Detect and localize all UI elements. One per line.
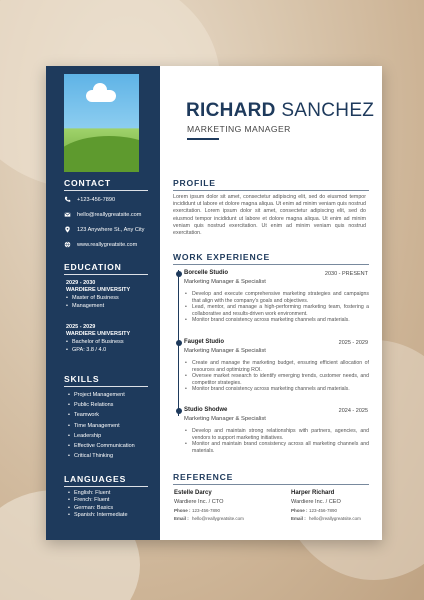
website-icon (64, 241, 71, 248)
reference-phone-value: 123-456-7890 (192, 508, 221, 513)
divider (173, 484, 369, 485)
language-item: • German: Basics (68, 505, 128, 512)
job-company: Studio Shodwe (184, 407, 228, 413)
reference-heading: REFERENCE (173, 472, 234, 482)
skill-item: • Leadership (68, 431, 135, 441)
resume-page (46, 66, 382, 540)
education-years: 2025 - 2029 (66, 324, 96, 330)
profile-photo (64, 74, 139, 172)
job-role: Marketing Manager & Specialist (184, 279, 266, 285)
reference-name: Harper Richard (291, 490, 335, 496)
phone-label: Phone : (291, 508, 308, 513)
reference-phone (291, 508, 337, 513)
languages-list (68, 490, 128, 519)
reference-phone (174, 508, 220, 513)
skill-item: • Critical Thinking (68, 451, 135, 461)
education-heading: EDUCATION (64, 262, 122, 272)
job-bullets (185, 428, 369, 454)
resume-sidebar (46, 66, 160, 540)
skill-item: • Time Management (68, 421, 135, 431)
job-dates: 2030 - PRESENT (324, 271, 368, 277)
job-company: Borcelle Studio (184, 270, 229, 276)
cloud-shape (86, 90, 116, 102)
resume-name (186, 100, 374, 122)
language-item: • French: Fluent (68, 497, 128, 504)
reference-company: Wardiere Inc. / CTO (174, 499, 224, 505)
reference-company: Wardiere Inc. / CEO (291, 499, 341, 505)
first-name: RICHARD (186, 100, 276, 121)
divider (173, 190, 369, 191)
job-role: Marketing Manager & Specialist (184, 348, 266, 354)
education-detail: • Master of Business (66, 295, 130, 302)
education-details (66, 295, 130, 310)
reference-name: Estelle Darcy (174, 490, 212, 496)
languages-heading: LANGUAGES (64, 474, 127, 484)
reference-email (174, 516, 244, 521)
contact-location-text: 123 Anywhere St., Any City (77, 226, 145, 233)
job-bullet: • Monitor and maintain brand consistency across all marketing channels and materials. (185, 441, 369, 454)
email-label: Email : (291, 516, 306, 521)
education-university: WARDIERE UNIVERSITY (66, 287, 131, 294)
divider (64, 190, 148, 191)
divider (64, 274, 148, 275)
timeline-dot (176, 408, 182, 414)
title-underline (187, 138, 219, 140)
education-details (66, 339, 130, 354)
skills-heading: SKILLS (64, 374, 100, 384)
contact-phone-text: +123-456-7890 (77, 196, 116, 203)
work-experience-heading: WORK EXPERIENCE (173, 252, 270, 262)
contact-location (64, 226, 144, 233)
job-company: Fauget Studio (184, 339, 224, 345)
skill-item: • Project Management (68, 390, 135, 400)
skill-item: • Effective Communication (68, 441, 135, 451)
job-title: MARKETING MANAGER (187, 124, 291, 134)
job-dates: 2025 - 2029 (338, 340, 368, 346)
email-label: Email : (174, 516, 189, 521)
skill-item: • Public Relations (68, 400, 135, 410)
phone-label: Phone : (174, 508, 191, 513)
contact-heading: CONTACT (64, 178, 111, 188)
education-entry-1 (66, 280, 130, 310)
contact-website (64, 241, 137, 248)
timeline-dot (176, 271, 182, 277)
education-detail: • GPA: 3.8 / 4.0 (66, 347, 130, 354)
last-name: SANCHEZ (281, 100, 375, 121)
education-university: WARDIERE UNIVERSITY (66, 331, 131, 338)
timeline-dot (176, 340, 182, 346)
job-bullet: • Develop and execute comprehensive marketing strategies and campaigns that align with the company's goals and objectives. (185, 291, 369, 304)
language-item: • Spanish: Intermediate (68, 512, 128, 519)
profile-text: Lorem ipsum dolor sit amet, consectetur adipiscing elit, sed do eiusmod tempor incididunt ut labore et dolore magna aliqua. Ut enim ad minim veniam quis nostrud exercitation. Lorem ipsum dolor sit amet, consectetur adipiscing elit, sed do eiusmod tempor incididunt ut labore et dolore magna aliqua. Ut enim ad minim veniam quis nostrud exercitation. Ut enim ad minim veniam quis nostrud exercitation. (173, 194, 366, 237)
skill-item: • Teamwork (68, 410, 135, 420)
profile-heading: PROFILE (173, 178, 216, 188)
phone-icon (64, 196, 71, 203)
hill-shape (64, 136, 139, 172)
contact-email-text: hello@reallygreatsite.com (77, 211, 142, 218)
reference-email-value: hello@reallygreatsite.com (192, 516, 244, 521)
education-entry-2 (66, 324, 130, 354)
job-bullet: • Lead, mentor, and manage a high-performing marketing team, fostering a collaborative and results-driven work environment. (185, 304, 369, 317)
job-bullet: • Monitor brand consistency across marketing channels and materials. (185, 386, 369, 393)
job-bullets (185, 360, 369, 393)
divider (64, 486, 148, 487)
reference-email (291, 516, 361, 521)
contact-email (64, 211, 141, 218)
education-detail: • Management (66, 303, 130, 310)
divider (64, 386, 148, 387)
education-years: 2029 - 2030 (66, 280, 96, 286)
job-bullet: • Monitor brand consistency across marketing channels and materials. (185, 317, 369, 324)
job-dates: 2024 - 2025 (338, 408, 368, 414)
email-icon (64, 211, 71, 218)
job-bullet: • Develop and maintain strong relationships with partners, agencies, and vendors to support marketing initiatives. (185, 428, 369, 441)
education-detail: • Bachelor of Business (66, 339, 130, 346)
location-icon (64, 226, 71, 233)
job-bullets (185, 291, 369, 324)
contact-website-text: www.reallygreatsite.com (77, 241, 138, 248)
contact-phone (64, 196, 115, 203)
job-bullet: • Create and manage the marketing budget, ensuring efficient allocation of resources and optimizing ROI. (185, 360, 369, 373)
reference-phone-value: 123-456-7890 (309, 508, 338, 513)
skills-list (68, 390, 135, 461)
language-item: • English: Fluent (68, 490, 128, 497)
divider (173, 264, 369, 265)
job-bullet: • Oversee market research to identify emerging trends, customer needs, and competitor strategies. (185, 373, 369, 386)
job-role: Marketing Manager & Specialist (184, 416, 266, 422)
reference-email-value: hello@reallygreatsite.com (309, 516, 361, 521)
